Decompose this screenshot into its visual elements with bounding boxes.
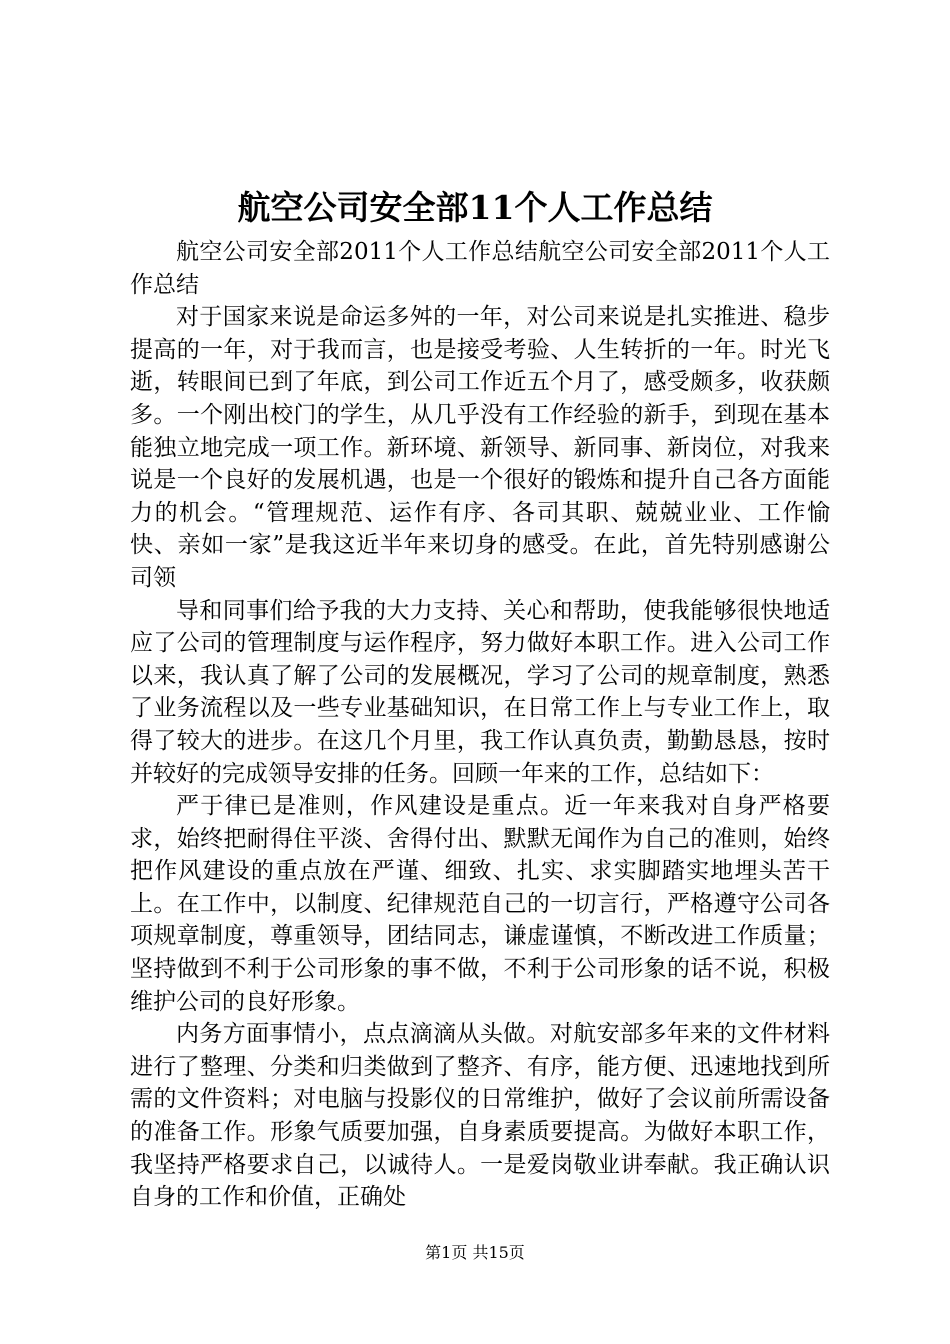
paragraph: 航空公司安全部2011个人工作总结航空公司安全部2011个人工作总结 bbox=[130, 239, 830, 298]
paragraph: 内务方面事情小，点点滴滴从头做。对航安部多年来的文件材料进行了整理、分类和归类做到了整齐、有序，能方便、迅速地找到所需的文件资料；对电脑与投影仪的日常维护，做好了会议前所需设备的准备工作。形象气质要加强，自身素质要提高。为做好本职工作，我坚持严格要求自己，以诚待人。一是爱岗敬业讲奉献。我正确认识自身的工作和价值，正确处 bbox=[130, 1021, 830, 1211]
document-title: 航空公司安全部11个人工作总结 bbox=[237, 188, 713, 227]
paragraph: 对于国家来说是命运多舛的一年，对公司来说是扎实推进、稳步提高的一年，对于我而言，也是接受考验、人生转折的一年。时光飞逝，转眼间已到了年底，到公司工作近五个月了，感受颇多，收获颇多。一个刚出校门的学生，从几乎没有工作经验的新手，到现在基本能独立地完成一项工作。新环境、新领导、新同事、新岗位，对我来说是一个良好的发展机遇，也是一个很好的锻炼和提升自己各方面能力的机会。“管理规范、运作有序、各司其职、兢兢业业、工作愉快、亲如一家”是我这近半年来切身的感受。在此，首先特别感谢公司领 bbox=[130, 304, 830, 591]
paragraph: 严于律已是准则，作风建设是重点。近一年来我对自身严格要求，始终把耐得住平淡、舍得付出、默默无闻作为自己的准则，始终把作风建设的重点放在严谨、细致、扎实、求实脚踏实地埋头苦干上。在工作中，以制度、纪律规范自己的一切言行，严格遵守公司各项规章制度，尊重领导，团结同志，谦虚谨慎，不断改进工作质量；坚持做到不利于公司形象的事不做，不利于公司形象的话不说，积极维护公司的良好形象。 bbox=[130, 793, 830, 1015]
document-body bbox=[130, 236, 830, 1214]
page-number-footer: 第1页 共15页 bbox=[425, 1243, 525, 1262]
paragraph: 导和同事们给予我的大力支持、关心和帮助，使我能够很快地适应了公司的管理制度与运作程序，努力做好本职工作。进入公司工作以来，我认真了解了公司的发展概况，学习了公司的规章制度，熟悉了业务流程以及一些专业基础知识，在日常工作上与专业工作上，取得了较大的进步。在这几个月里，我工作认真负责，勤勤恳恳，按时并较好的完成领导安排的任务。回顾一年来的工作，总结如下： bbox=[130, 597, 830, 787]
